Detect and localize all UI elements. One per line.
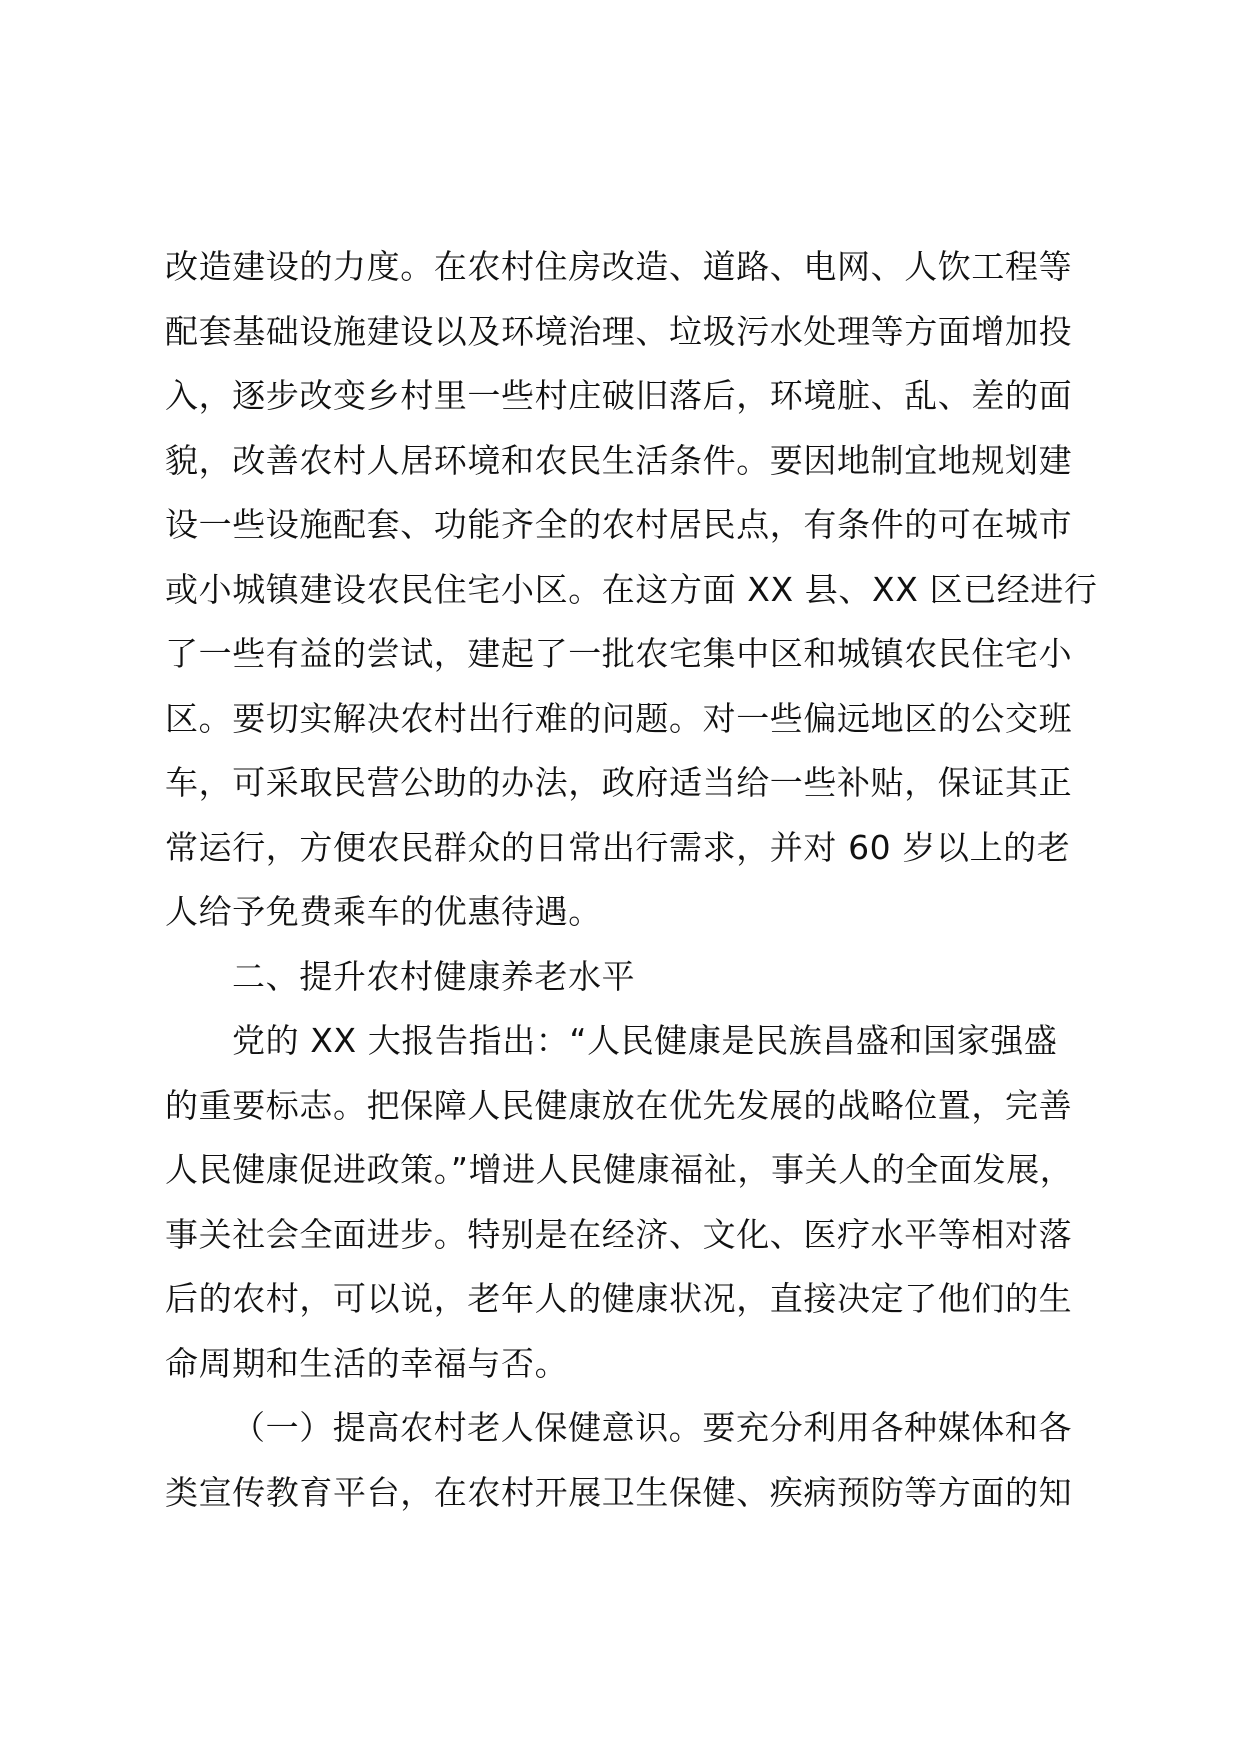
text-line: 人给予免费乘车的优惠待遇。 — [165, 892, 602, 931]
text-line: 事关社会全面进步。特别是在经济、文化、医疗水平等相对落 — [165, 1214, 1073, 1254]
text-line: 入，逐步改变乡村里一些村庄破旧落后，环境脏、乱、差的面 — [165, 376, 1073, 415]
text-line: 车，可采取民营公助的办法，政府适当给一些补贴，保证其正 — [165, 763, 1073, 802]
text-line: 人民健康促进政策。”增进人民健康福祉，事关人的全面发展， — [165, 1150, 1074, 1189]
text-line: 区。要切实解决农村出行难的问题。对一些偏远地区的公交班 — [165, 698, 1073, 738]
text-line: 设一些设施配套、功能齐全的农村居民点，有条件的可在城市 — [165, 505, 1073, 544]
text-line: 的重要标志。把保障人民健康放在优先发展的战略位置，完善 — [165, 1085, 1073, 1125]
text-line: 配套基础设施建设以及环境治理、垃圾污水处理等方面增加投 — [165, 311, 1073, 351]
text-line: 貌，改善农村人居环境和农民生活条件。要因地制宜地规划建 — [165, 440, 1073, 480]
text-line: 党的 XX 大报告指出：“人民健康是民族昌盛和国家强盛 — [232, 1021, 1058, 1060]
text-line: 常运行，方便农民群众的日常出行需求，并对 60 岁以上的老 — [165, 827, 1071, 867]
text-line: （一）提高农村老人保健意识。要充分利用各种媒体和各 — [232, 1408, 1072, 1447]
text-line: 二、提升农村健康养老水平 — [232, 956, 636, 996]
text-line: 或小城镇建设农民住宅小区。在这方面 XX 县、XX 区已经进行 — [165, 569, 1098, 609]
text-line: 改造建设的力度。在农村住房改造、道路、电网、人饮工程等 — [165, 247, 1073, 286]
text-line: 了一些有益的尝试，建起了一批农宅集中区和城镇农民住宅小 — [165, 634, 1073, 673]
text-line: 命周期和生活的幸福与否。 — [165, 1343, 569, 1383]
document-body — [165, 235, 1125, 1525]
text-line: 后的农村，可以说，老年人的健康状况，直接决定了他们的生 — [165, 1279, 1073, 1318]
text-line: 类宣传教育平台，在农村开展卫生保健、疾病预防等方面的知 — [165, 1472, 1073, 1512]
